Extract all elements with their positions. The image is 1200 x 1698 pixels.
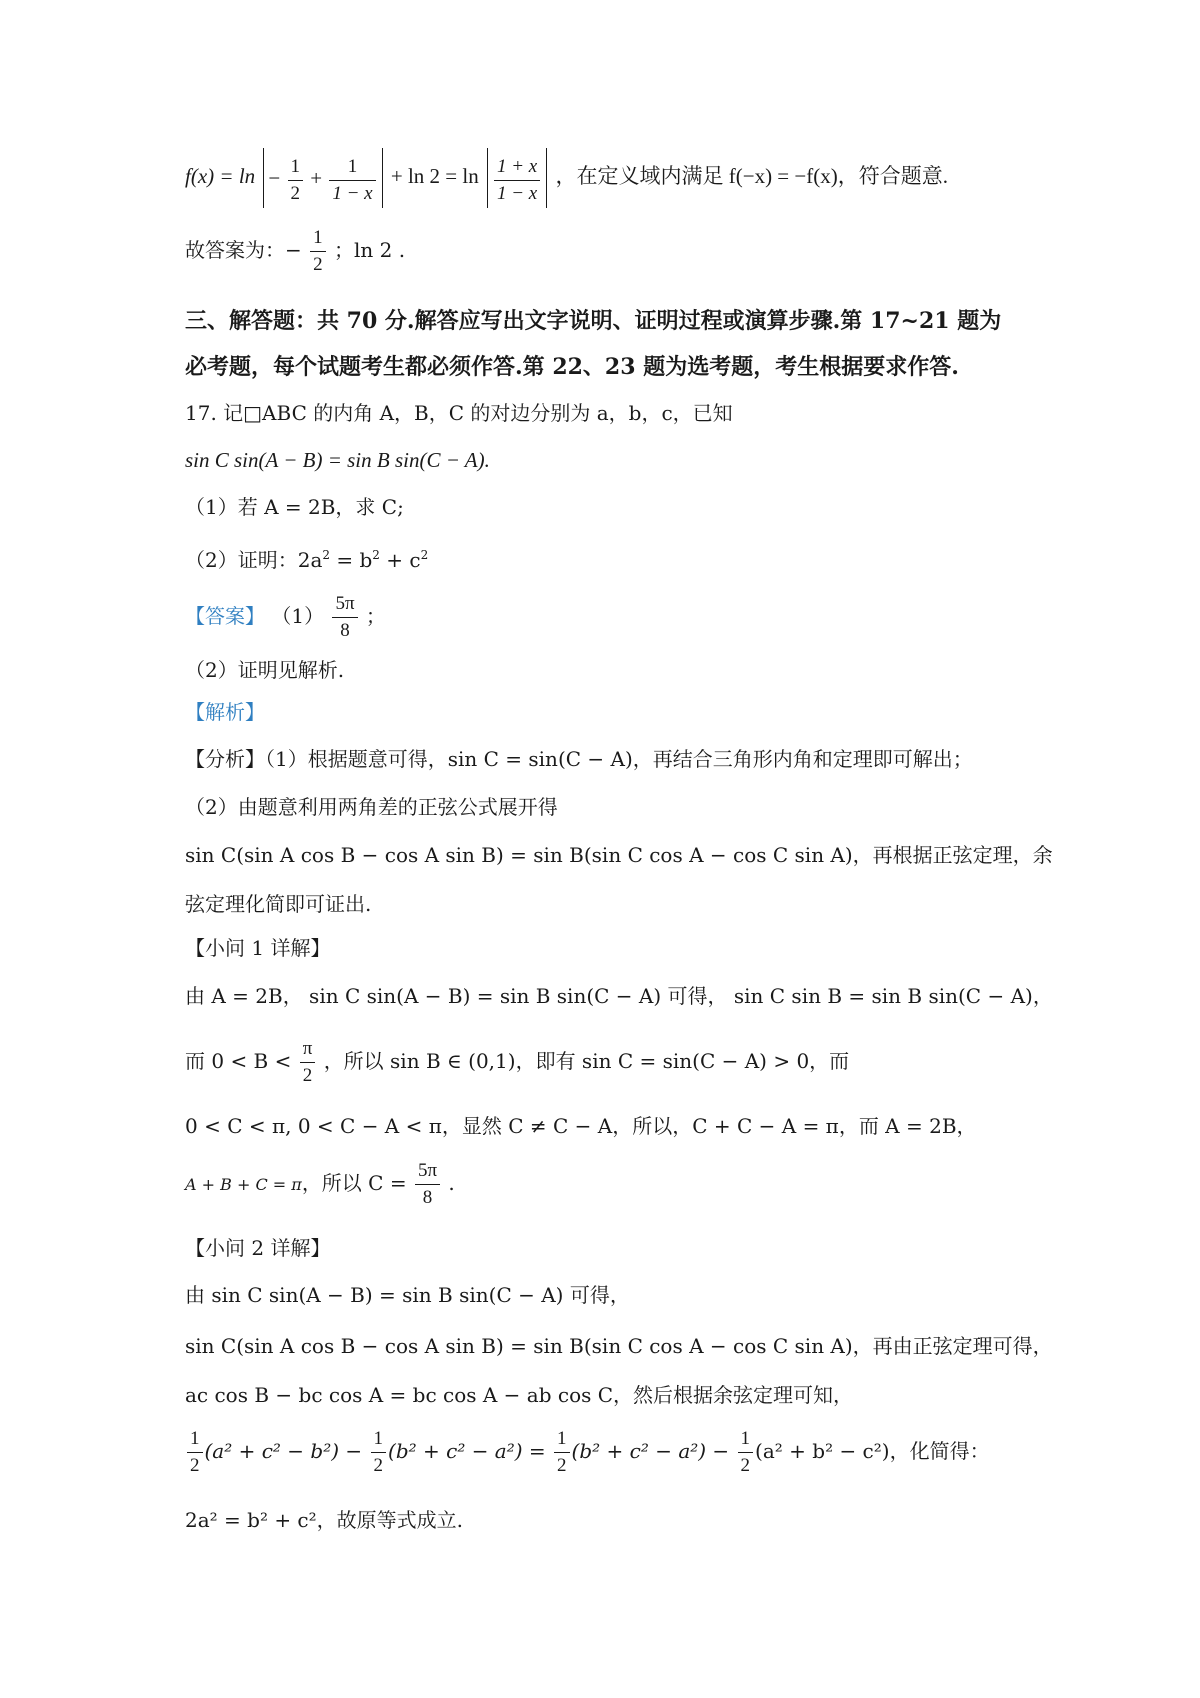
detail2-line-1: 由 sin C sin(A − B) = sin B sin(C − A) 可得， <box>185 1283 630 1307</box>
detail2-line-5: 2a² = b² + c²，故原等式成立. <box>185 1508 464 1532</box>
detail2-tag: 【小问 2 详解】 <box>185 1236 331 1260</box>
analysis-tag: 【解析】 <box>185 700 265 724</box>
section-heading-line-2: 必考题，每个试题考生都必须作答.第 22、23 题为选考题，考生根据要求作答. <box>185 354 959 380</box>
answer-fraction-half: $\frac{1}{2}$ <box>310 225 326 278</box>
fraction-5pi-over-8: $\frac{5\pi}{8}$ <box>415 1158 440 1211</box>
half-fraction-3: $\frac{1}{2}$ <box>554 1426 570 1479</box>
problem-stem-2: sin C sin(A − B) = sin B sin(C − A). <box>185 448 490 472</box>
answer-fraction-5pi-over-8: $\frac{5\pi}{8}$ <box>332 591 357 644</box>
fraction-one-over-one-minus-x: $\frac{1}{1 - x}$ <box>329 154 375 207</box>
detail1-line-3: 0 < C < π, 0 < C − A < π，显然 C ≠ C − A，所以，C + C − A = π，而 A = 2B， <box>185 1114 977 1138</box>
fraction-pi-over-2: $\frac{\pi}{2}$ <box>300 1036 316 1089</box>
prev-solution-formula <box>185 146 1035 208</box>
problem-stem-1: 17. 记□ABC 的内角 A，B，C 的对边分别为 a，b，c，已知 <box>185 401 733 425</box>
answer-line-2: （2）证明见解析. <box>185 658 345 682</box>
answer-line-1: 【答案】 （1） $\frac{5\pi}{8}$ ； <box>185 588 1035 644</box>
half-fraction-4: $\frac{1}{2}$ <box>738 1426 754 1479</box>
detail1-tag: 【小问 1 详解】 <box>185 936 331 960</box>
abs-expr-1: − $\frac{1}{2}$ + $\frac{1}{1 - x}$ <box>263 148 382 208</box>
detail1-line-2: 而 0 < B < $\frac{\pi}{2}$ ，所以 sin B ∈ (0,1)，即有 sin C = sin(C − A) > 0，而 <box>185 1033 1035 1089</box>
fraction-one-plus-x-over-one-minus-x: $\frac{1 + x}{1 - x}$ <box>494 154 540 207</box>
detail1-line-1: 由 A = 2B， sin C sin(A − B) = sin B sin(C − A) 可得， sin C sin B = sin B sin(C − A)， <box>185 984 1053 1008</box>
answer-tag: 【答案】 <box>185 604 265 628</box>
question-2: （2）证明：$2a^2 = b^2 + c^2$ <box>185 548 429 572</box>
prev-solution-tail: ，在定义域内满足 f(−x) = −f(x)，符合题意. <box>555 164 948 188</box>
section-heading-line-1: 三、解答题：共 70 分.解答应写出文字说明、证明过程或演算步骤.第 17~21 题为 <box>185 308 1002 334</box>
analysis-part2-line-3: 弦定理化简即可证出. <box>185 892 372 916</box>
detail1-line-4: A + B + C = π，所以 C = $\frac{5\pi}{8}$ . <box>185 1155 1035 1213</box>
f-expr-left: f(x) = ln <box>185 164 256 188</box>
mid-expr: + ln 2 = ln <box>390 164 479 188</box>
half-fraction-1: $\frac{1}{2}$ <box>187 1426 203 1479</box>
half-fraction-2: $\frac{1}{2}$ <box>371 1426 387 1479</box>
abs-expr-2 <box>487 148 547 208</box>
detail2-line-2: sin C(sin A cos B − cos A sin B) = sin B(sin C cos A − cos C sin A)，再由正弦定理可得， <box>185 1334 1053 1358</box>
fraction-one-half: $\frac{1}{2}$ <box>288 154 304 207</box>
analysis-part2-line-1: （2）由题意利用两角差的正弦公式展开得 <box>185 795 558 819</box>
analysis-part2-line-2: sin C(sin A cos B − cos A sin B) = sin B(sin C cos A − cos C sin A)，再根据正弦定理，余 <box>185 843 1053 867</box>
detail2-line-4: $\frac{1}{2}$ (a² + c² − b²) − $\frac{1}{2}$ (b² + c² − a²) = $\frac{1}{2}$ (b² + c² − a²) − $\frac{1}{2}$ (a² + b² − c²)，化简得： <box>185 1423 1035 1479</box>
prev-answer-line: 故答案为：− $\frac{1}{2}$ ；ln 2 . <box>185 222 1035 278</box>
question-1: （1）若 A = 2B，求 C; <box>185 495 404 519</box>
analysis-fenxi: 【分析】（1）根据题意可得，sin C = sin(C − A)，再结合三角形内角和定理即可解出； <box>185 747 973 771</box>
detail2-line-3: ac cos B − bc cos A = bc cos A − ab cos C，然后根据余弦定理可知， <box>185 1383 854 1407</box>
